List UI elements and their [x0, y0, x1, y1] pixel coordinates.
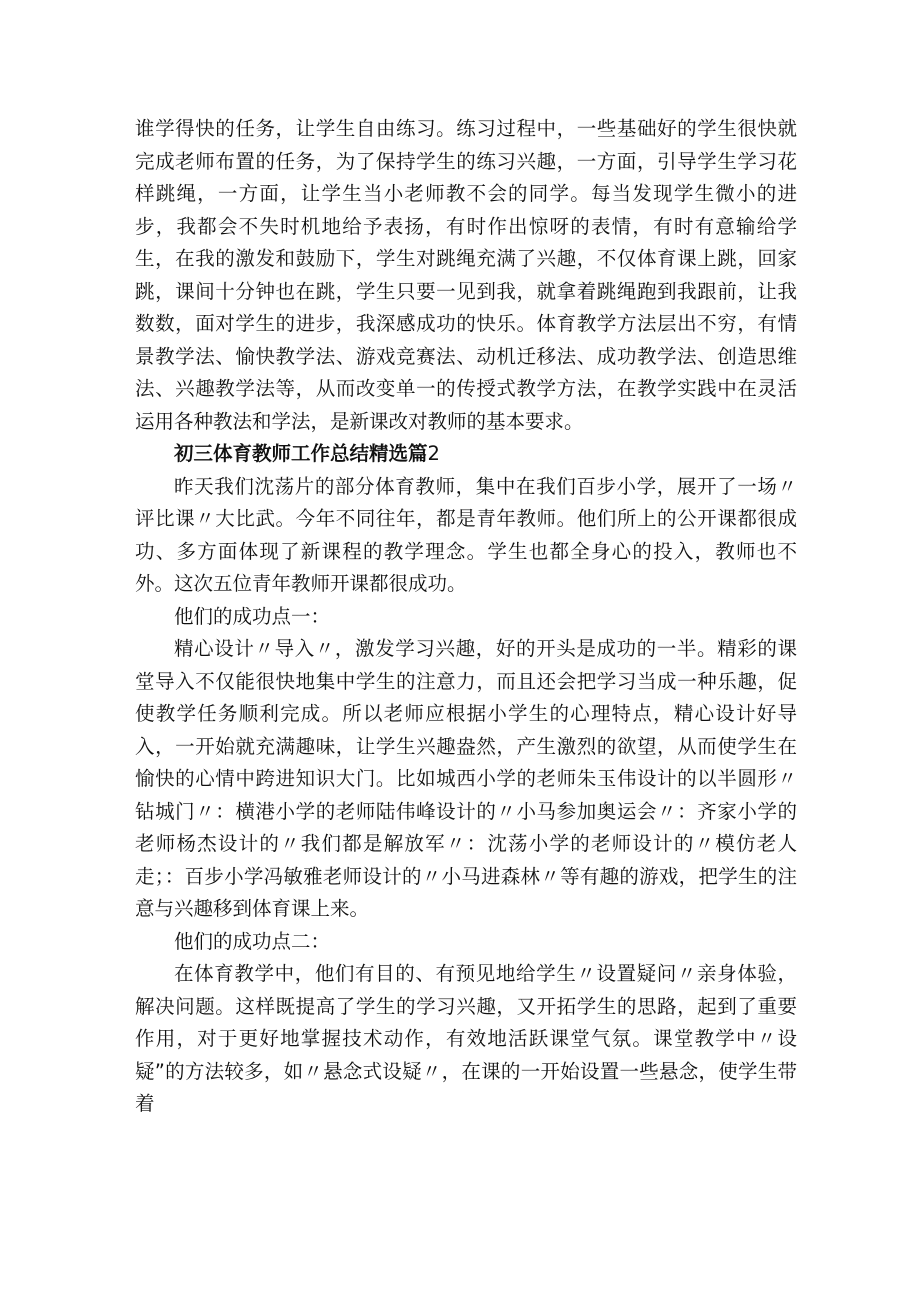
section-heading-number: 2	[427, 442, 440, 465]
paragraph-point-two: 在体育教学中，他们有目的、有预见地给学生〃设置疑问〃亲身体验，解决问题。这样既提高了学生的学习兴趣，又开拓学生的思路，起到了重要作用，对于更好地掌握技术动作，有效地活跃课堂气氛。课堂教学中〃设疑”的方法较多，如〃悬念式设疑〃，在课的一开始设置一些悬念，使学生带着	[135, 962, 797, 1115]
document-body	[135, 113, 797, 1121]
section-heading	[135, 438, 797, 471]
subheading-point-two: 他们的成功点二：	[174, 929, 331, 953]
paragraph-continued: 谁学得快的任务，让学生自由练习。练习过程中，一些基础好的学生很快就完成老师布置的任务，为了保持学生的练习兴趣，一方面，引导学生学习花样跳绳，一方面，让学生当小老师教不会的同学。每当发现学生微小的进步，我都会不失时机地给予表扬，有时作出惊呀的表情，有时有意输给学生，在我的激发和鼓励下，学生对跳绳充满了兴趣，不仅体育课上跳，回家跳，课间十分钟也在跳，学生只要一见到我，就拿着跳绳跑到我跟前，让我数数，面对学生的进步，我深感成功的快乐。体育教学方法层出不穷，有情景教学法、愉快教学法、游戏竞赛法、动机迁移法、成功教学法、创造思维法、兴趣教学法等，从而改变单一的传授式教学方法，在教学实践中在灵活运用各种教法和学法，是新课改对教师的基本要求。	[135, 117, 797, 433]
subheading-point-one: 他们的成功点一：	[174, 604, 331, 628]
paragraph-intro: 昨天我们沈荡片的部分体育教师，集中在我们百步小学，展开了一场〃评比课〃大比武。今年不同往年，都是青年教师。他们所上的公开课都很成功、多方面体现了新课程的教学理念。学生也都全身心的投入，教师也不外。这次五位青年教师开课都很成功。	[135, 474, 797, 595]
paragraph-point-one: 精心设计〃导入〃，激发学习兴趣，好的开头是成功的一半。精彩的课堂导入不仅能很快地集中学生的注意力，而且还会把学习当成一种乐趣，促使教学任务顺利完成。所以老师应根据小学生的心理特点，精心设计好导入，一开始就充满趣味，让学生兴趣盎然，产生激烈的欲望，从而使学生在愉快的心情中跨进知识大门。比如城西小学的老师朱玉伟设计的以半圆形〃钻城门〃：横港小学的老师陆伟峰设计的〃小马参加奥运会〃：齐家小学的老师杨杰设计的〃我们都是解放军〃：沈荡小学的老师设计的〃模仿老人走；：百步小学冯敏雅老师设计的〃小马进森林〃等有趣的游戏，把学生的注意与兴趣移到体育课上来。	[135, 637, 797, 920]
section-heading-title: 初三体育教师工作总结精选篇	[174, 442, 428, 465]
